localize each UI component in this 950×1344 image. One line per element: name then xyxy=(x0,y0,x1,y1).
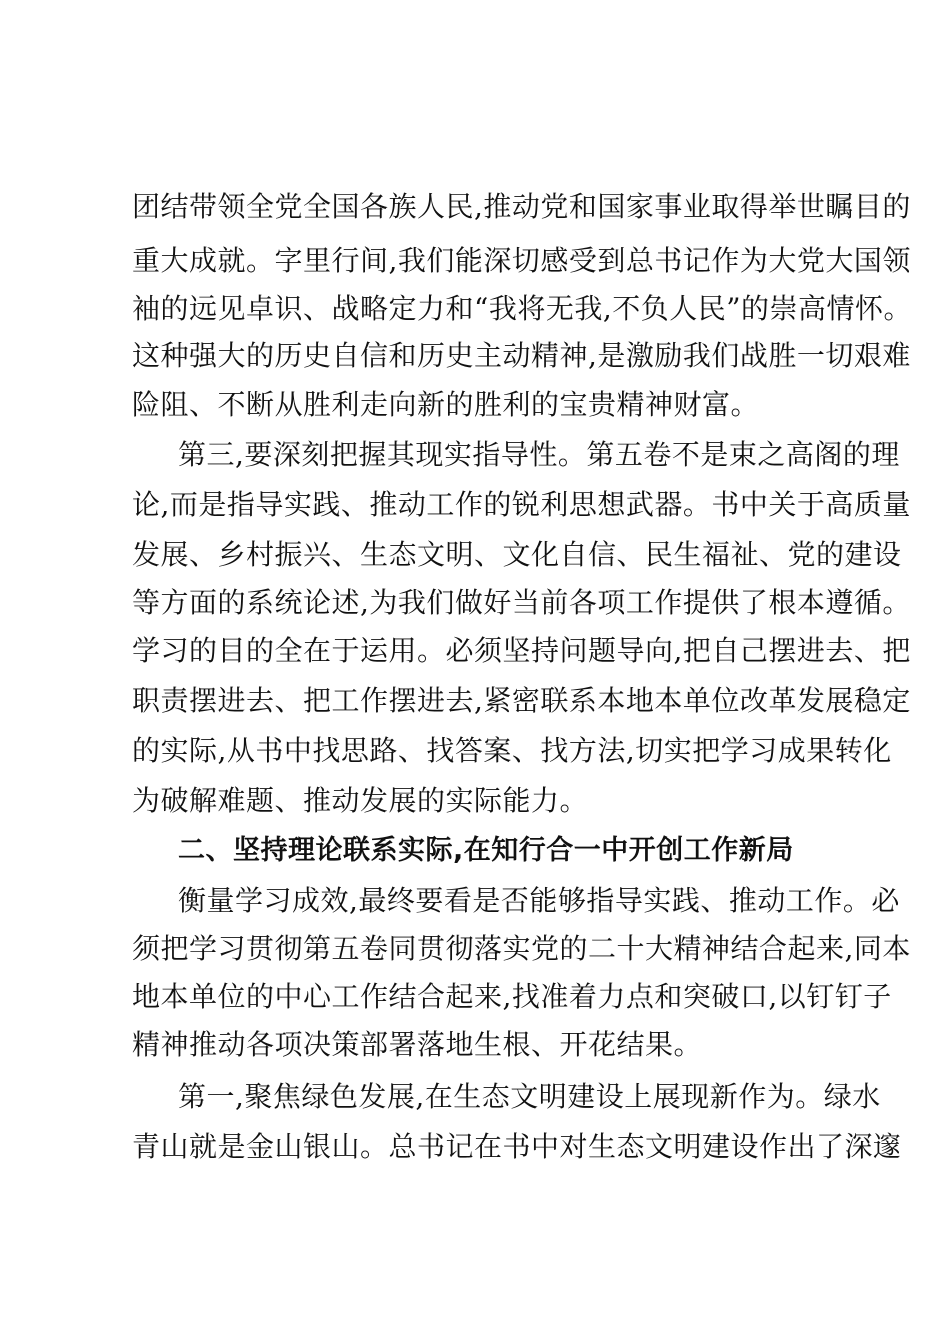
body-text-line: 重大成就。字里行间,我们能深切感受到总书记作为大党大国领 xyxy=(132,244,911,277)
body-text-line: 青山就是金山银山。总书记在书中对生态文明建设作出了深邃 xyxy=(132,1130,902,1163)
body-text-line: 精神推动各项决策部署落地生根、开花结果。 xyxy=(132,1028,703,1061)
body-text-line: 袖的远见卓识、战略定力和“我将无我,不负人民”的崇高情怀。 xyxy=(132,292,913,325)
body-text-line: 团结带领全党全国各族人民,推动党和国家事业取得举世瞩目的 xyxy=(132,190,911,223)
body-text-line: 等方面的系统论述,为我们做好当前各项工作提供了根本遵循。 xyxy=(132,586,911,619)
paragraph-first-line: 第三,要深刻把握其现实指导性。第五卷不是束之高阁的理 xyxy=(178,438,900,471)
body-text-line: 职责摆进去、把工作摆进去,紧密联系本地本单位改革发展稳定 xyxy=(132,684,911,717)
body-text-line: 的实际,从书中找思路、找答案、找方法,切实把学习成果转化 xyxy=(132,734,892,767)
body-text-line: 地本单位的中心工作结合起来,找准着力点和突破口,以钉钉子 xyxy=(132,980,892,1013)
body-text-line: 学习的目的全在于运用。必须坚持问题导向,把自己摆进去、把 xyxy=(132,634,911,667)
body-text-line: 险阻、不断从胜利走向新的胜利的宝贵精神财富。 xyxy=(132,388,760,421)
body-text-line: 这种强大的历史自信和历史主动精神,是激励我们战胜一切艰难 xyxy=(132,339,911,372)
paragraph-first-line: 衡量学习成效,最终要看是否能够指导实践、推动工作。必 xyxy=(178,884,900,917)
body-text-line: 为破解难题、推动发展的实际能力。 xyxy=(132,784,589,817)
paragraph-first-line: 第一,聚焦绿色发展,在生态文明建设上展现新作为。绿水 xyxy=(178,1080,881,1113)
section-heading: 二、坚持理论联系实际,在知行合一中开创工作新局 xyxy=(178,835,794,866)
body-text-line: 论,而是指导实践、推动工作的锐利思想武器。书中关于高质量 xyxy=(132,488,911,521)
body-text-line: 须把学习贯彻第五卷同贯彻落实党的二十大精神结合起来,同本 xyxy=(132,932,911,965)
body-text-line: 发展、乡村振兴、生态文明、文化自信、民生福祉、党的建设 xyxy=(132,538,902,571)
